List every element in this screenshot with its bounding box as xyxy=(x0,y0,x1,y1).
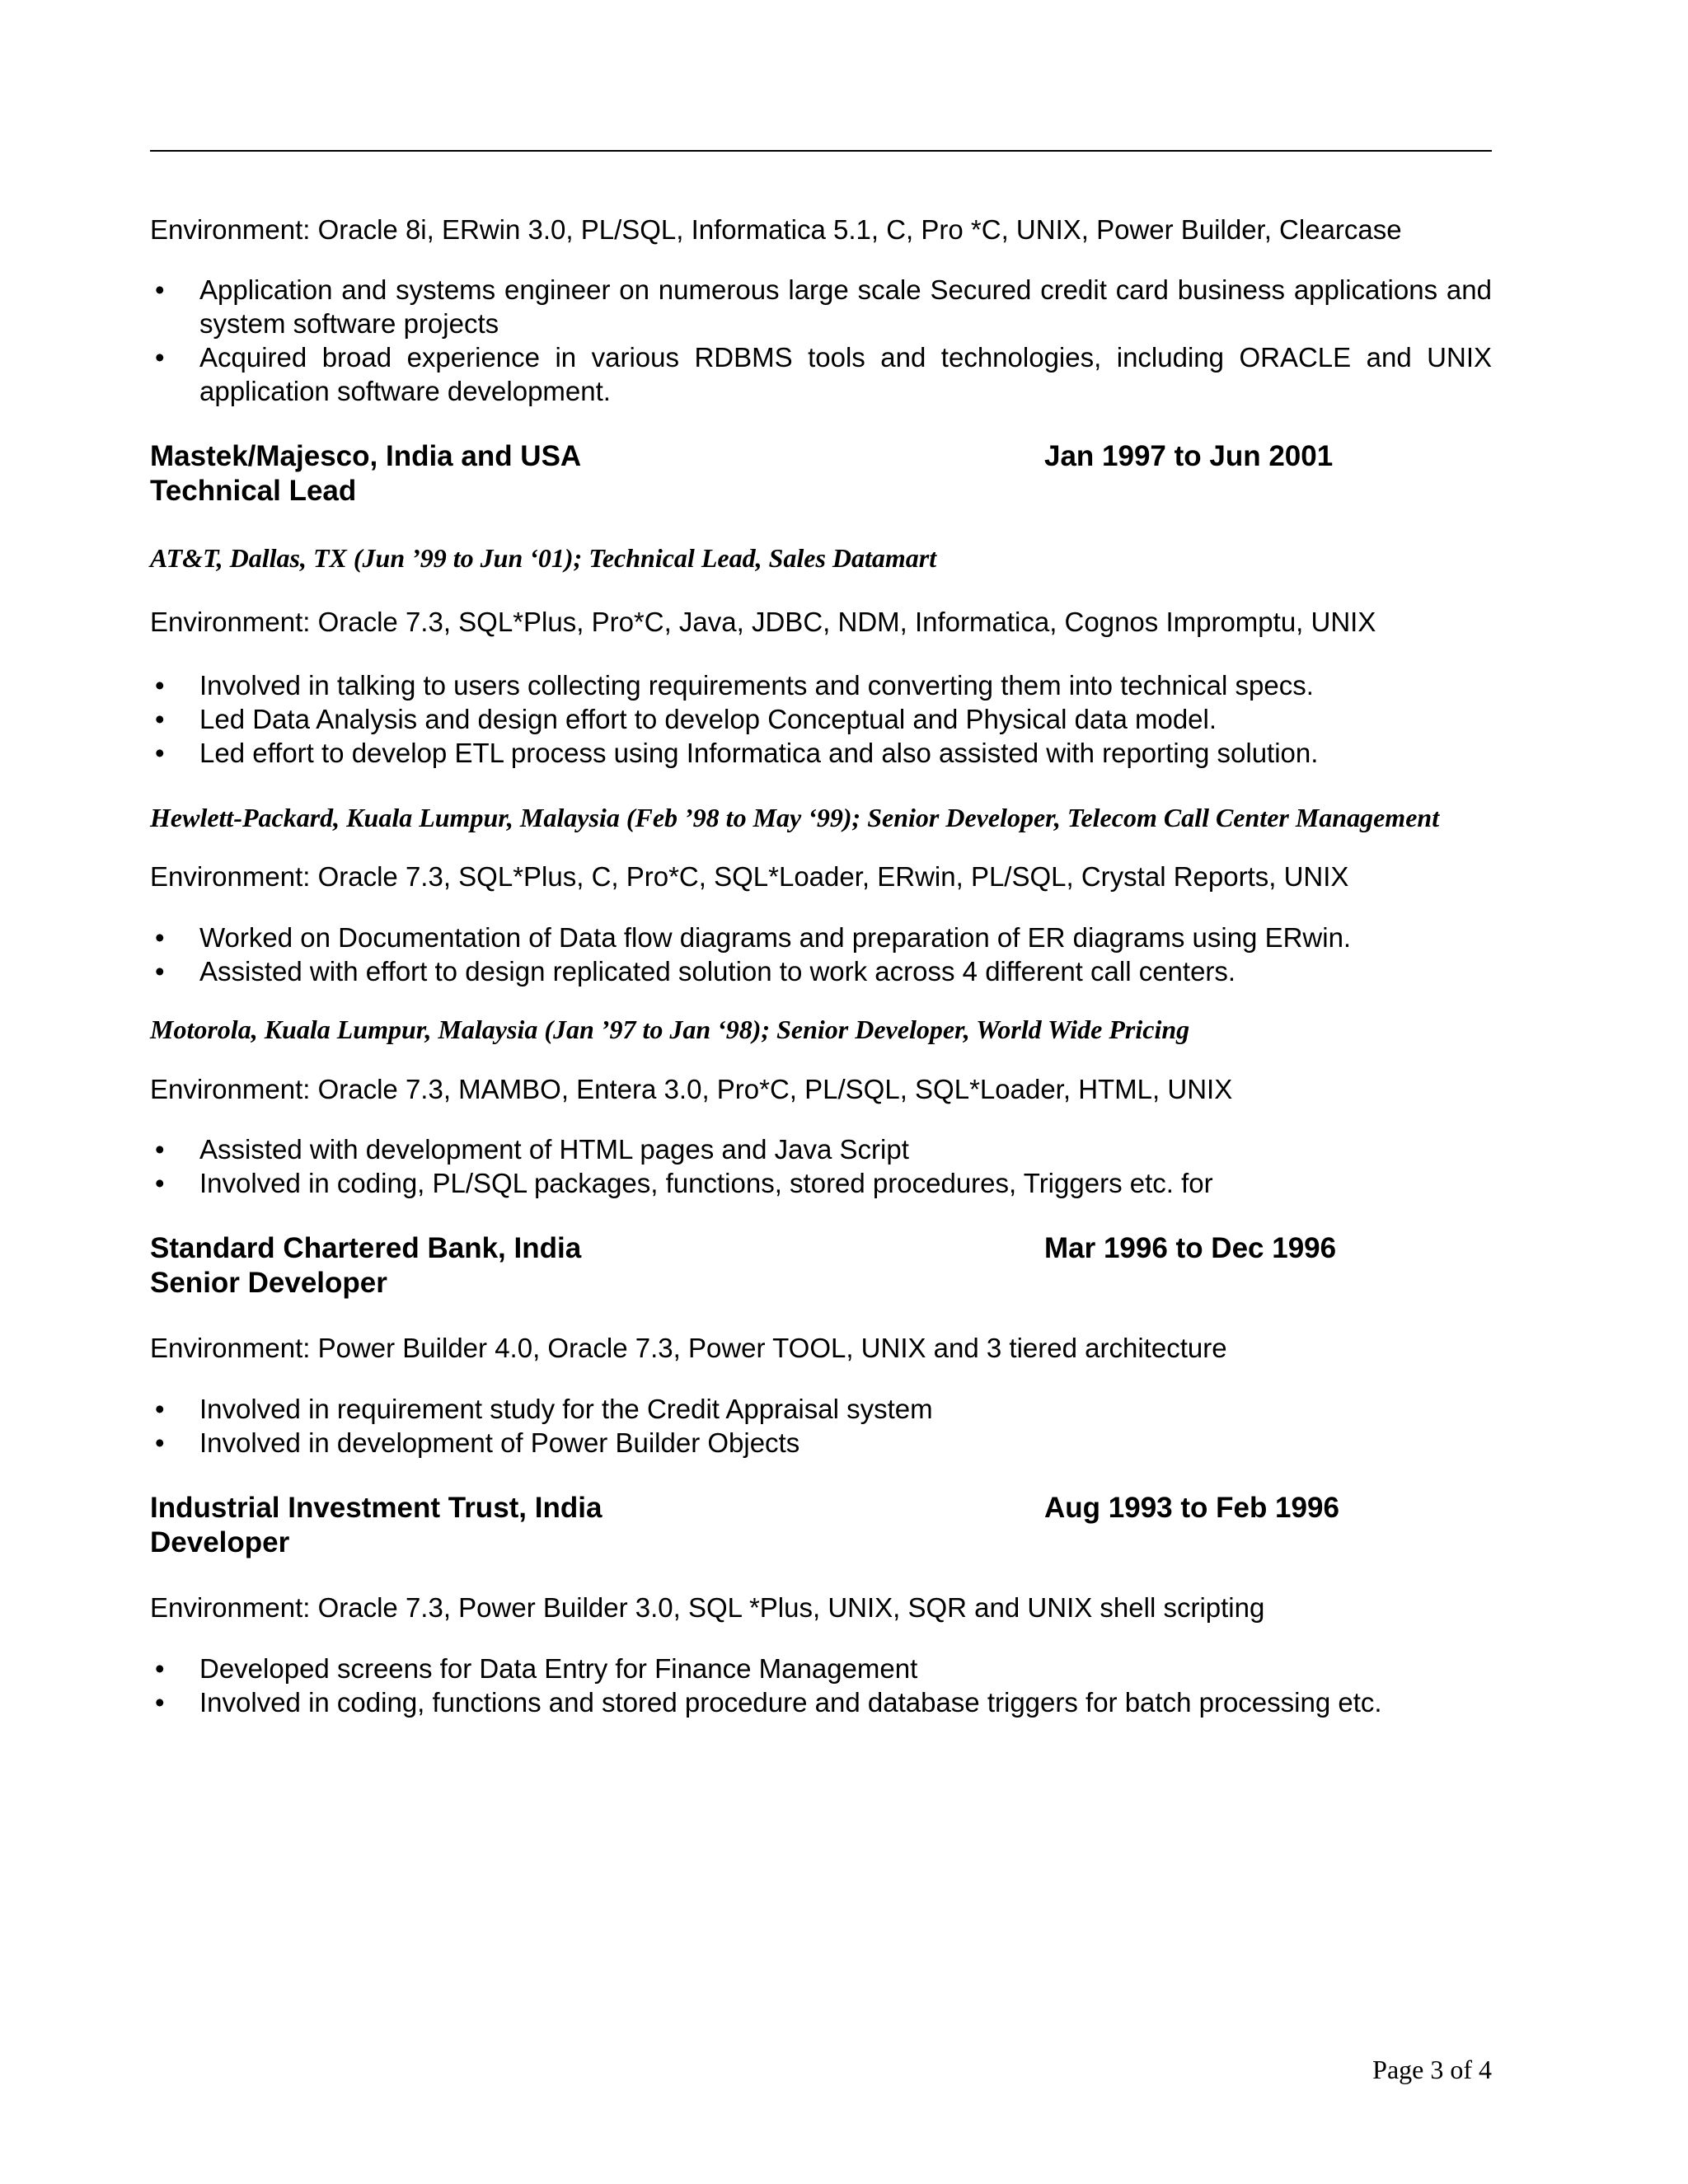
environment-line: Environment: Oracle 7.3, SQL*Plus, C, Pro*C, SQL*Loader, ERwin, PL/SQL, Crystal Reports, UNIX xyxy=(150,861,1349,892)
bullet-icon: • xyxy=(155,922,165,953)
environment-line: Environment: Oracle 7.3, Power Builder 3.0, SQL *Plus, UNIX, SQR and UNIX shell scripting xyxy=(150,1592,1265,1623)
job-role: Senior Developer xyxy=(150,1267,387,1299)
bullet-list xyxy=(150,1392,1492,1460)
bullet-icon: • xyxy=(155,1653,165,1684)
bullet-icon: • xyxy=(155,670,165,701)
environment-line: Environment: Oracle 7.3, SQL*Plus, Pro*C, Java, JDBC, NDM, Informatica, Cognos Impromptu, UNIX xyxy=(150,607,1376,637)
job-dates: Mar 1996 to Dec 1996 xyxy=(1044,1232,1337,1264)
list-item: • Assisted with effort to design replicated solution to work across 4 different call centers. xyxy=(155,956,1236,987)
bullet-icon: • xyxy=(155,738,165,768)
company-name: Standard Chartered Bank, India xyxy=(150,1232,582,1264)
job-dates: Jan 1997 to Jun 2001 xyxy=(1044,440,1334,472)
environment-line: Environment: Power Builder 4.0, Oracle 7.3, Power TOOL, UNIX and 3 tiered architecture xyxy=(150,1333,1227,1363)
bullet-list xyxy=(150,921,1492,988)
bullet-icon: • xyxy=(155,704,165,734)
list-item: • Involved in development of Power Builder Objects xyxy=(155,1427,800,1458)
job-header xyxy=(150,1491,1492,1526)
list-item: • Application and systems engineer on numerous large scale Secured credit card business applications and system software projects xyxy=(155,274,1492,339)
list-item: • Led Data Analysis and design effort to develop Conceptual and Physical data model. xyxy=(155,704,1217,734)
bullet-icon: • xyxy=(155,1168,165,1198)
page-number: Page 3 of 4 xyxy=(1372,2055,1492,2084)
bullet-icon: • xyxy=(155,342,165,373)
project-title: Hewlett-Packard, Kuala Lumpur, Malaysia (Feb ’98 to May ‘99); Senior Developer, Telecom Call Center Management xyxy=(150,803,1440,832)
project-title: AT&T, Dallas, TX (Jun ’99 to Jun ‘01); Technical Lead, Sales Datamart xyxy=(150,543,937,573)
bullet-list xyxy=(150,1652,1492,1719)
list-item: • Led effort to develop ETL process using Informatica and also assisted with reporting solution. xyxy=(155,738,1319,768)
company-name: Industrial Investment Trust, India xyxy=(150,1492,603,1524)
bullet-icon: • xyxy=(155,1427,165,1458)
job-dates: Aug 1993 to Feb 1996 xyxy=(1044,1492,1339,1524)
bullet-icon: • xyxy=(155,1134,165,1165)
list-item: • Worked on Documentation of Data flow diagrams and preparation of ER diagrams using ERwin. xyxy=(155,922,1352,953)
list-item: • Involved in talking to users collecting requirements and converting them into technical specs. xyxy=(155,670,1314,701)
list-item: • Involved in coding, functions and stored procedure and database triggers for batch processing etc. xyxy=(155,1687,1382,1718)
bullet-icon: • xyxy=(155,1687,165,1718)
list-item: • Involved in coding, PL/SQL packages, functions, stored procedures, Triggers etc. for xyxy=(155,1168,1213,1198)
bullet-list xyxy=(150,668,1492,770)
bullet-icon: • xyxy=(155,956,165,987)
bullet-icon: • xyxy=(155,274,165,305)
job-role: Developer xyxy=(150,1526,290,1558)
company-name: Mastek/Majesco, India and USA xyxy=(150,440,582,472)
project-title: Motorola, Kuala Lumpur, Malaysia (Jan ’97 to Jan ‘98); Senior Developer, World Wide Pricing xyxy=(150,1015,1190,1044)
job-header xyxy=(150,439,1492,474)
list-item: • Acquired broad experience in various RDBMS tools and technologies, including ORACLE and UNIX application software development. xyxy=(155,342,1492,406)
bullet-icon: • xyxy=(155,1394,165,1424)
list-item: • Developed screens for Data Entry for Finance Management xyxy=(155,1653,918,1684)
resume-content xyxy=(150,213,1492,1719)
list-item: • Involved in requirement study for the Credit Appraisal system xyxy=(155,1394,933,1424)
header-divider xyxy=(150,150,1492,152)
job-header xyxy=(150,1231,1492,1266)
environment-line: Environment: Oracle 7.3, MAMBO, Entera 3.0, Pro*C, PL/SQL, SQL*Loader, HTML, UNIX xyxy=(150,1074,1233,1104)
job-role: Technical Lead xyxy=(150,475,357,507)
bullet-list xyxy=(150,273,1492,408)
list-item: • Assisted with development of HTML pages and Java Script xyxy=(155,1134,909,1165)
bullet-list xyxy=(150,1132,1492,1200)
environment-line: Environment: Oracle 8i, ERwin 3.0, PL/SQL, Informatica 5.1, C, Pro *C, UNIX, Power Builder, Clearcase xyxy=(150,214,1402,245)
